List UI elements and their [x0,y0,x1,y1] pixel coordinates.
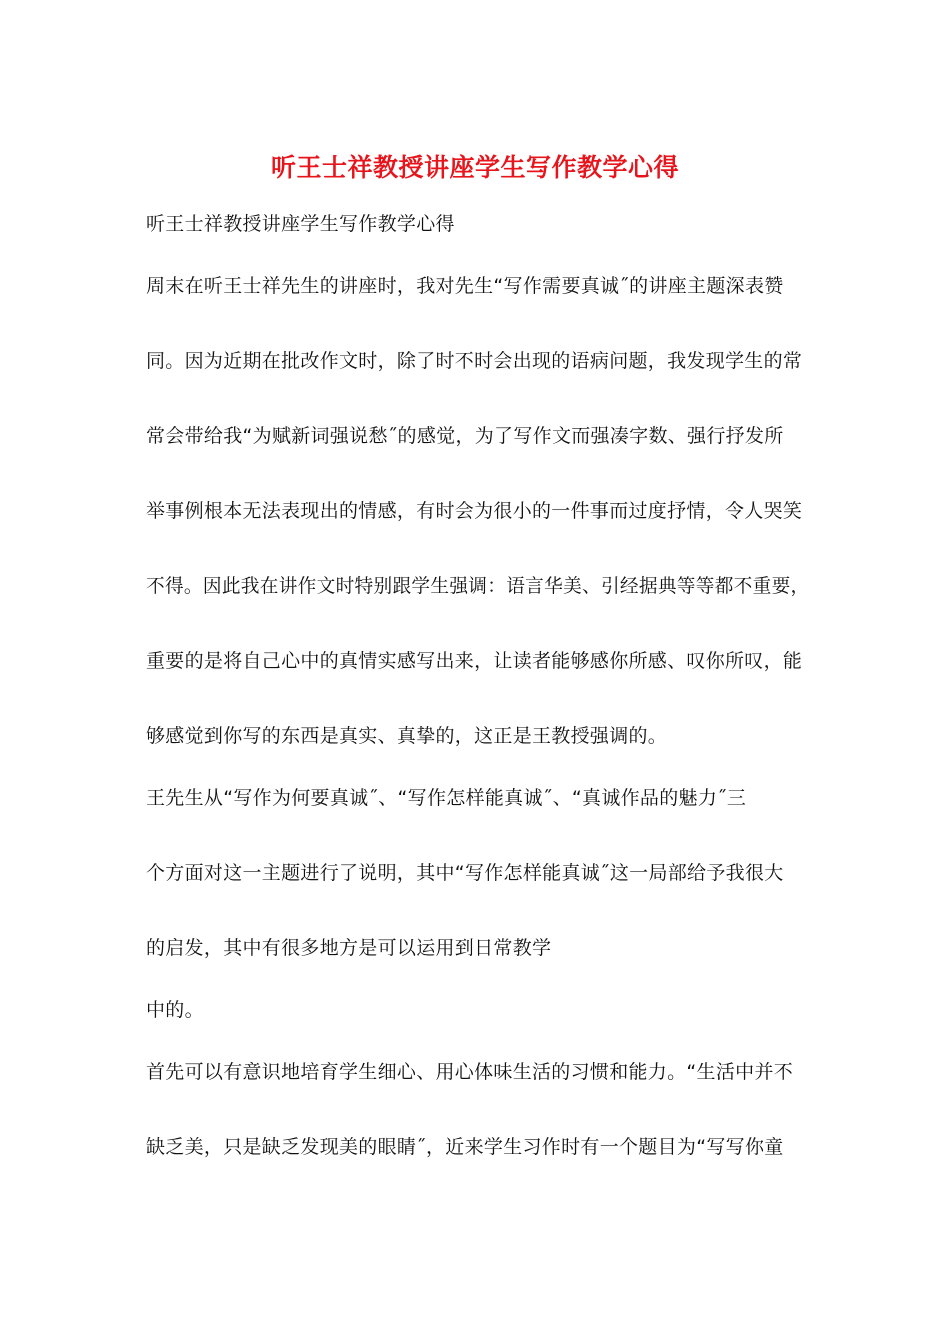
paragraph-line: 周末在听王士祥先生的讲座时，我对先生“写作需要真诚˝的讲座主题深表赞 [146,275,784,297]
paragraph-line: 缺乏美，只是缺乏发现美的眼睛˝，近来学生习作时有一个题目为“写写你童 [146,1136,784,1158]
document-subtitle: 听王士祥教授讲座学生写作教学心得 [146,213,455,235]
paragraph-line: 够感觉到你写的东西是真实、真挚的，这正是王教授强调的。 [146,725,668,747]
paragraph-line: 举事例根本无法表现出的情感，有时会为很小的一件事而过度抒情，令人哭笑 [146,500,803,522]
paragraph-line: 中的。 [146,999,204,1021]
paragraph-line: 个方面对这一主题进行了说明，其中“写作怎样能真诚˝这一局部给予我很大 [146,862,784,884]
paragraph-line: 不得。因此我在讲作文时特别跟学生强调：语言华美、引经据典等等都不重要， [146,575,810,597]
paragraph-line: 的启发，其中有很多地方是可以运用到日常教学 [146,937,552,959]
paragraph-line: 常会带给我“为赋新词强说愁˝的感觉，为了写作文而强凑字数、强行抒发所 [146,425,784,447]
paragraph-line: 重要的是将自己心中的真情实感写出来，让读者能够感你所感、叹你所叹，能 [146,650,803,672]
document-title: 听王士祥教授讲座学生写作教学心得 [270,153,679,182]
paragraph-line: 王先生从“写作为何要真诚˝、“写作怎样能真诚˝、“真诚作品的魅力˝三 [146,787,747,809]
paragraph-line: 同。因为近期在批改作文时，除了时不时会出现的语病问题，我发现学生的常 [146,350,803,372]
paragraph-line: 首先可以有意识地培育学生细心、用心体味生活的习惯和能力。“生活中并不 [146,1061,794,1083]
